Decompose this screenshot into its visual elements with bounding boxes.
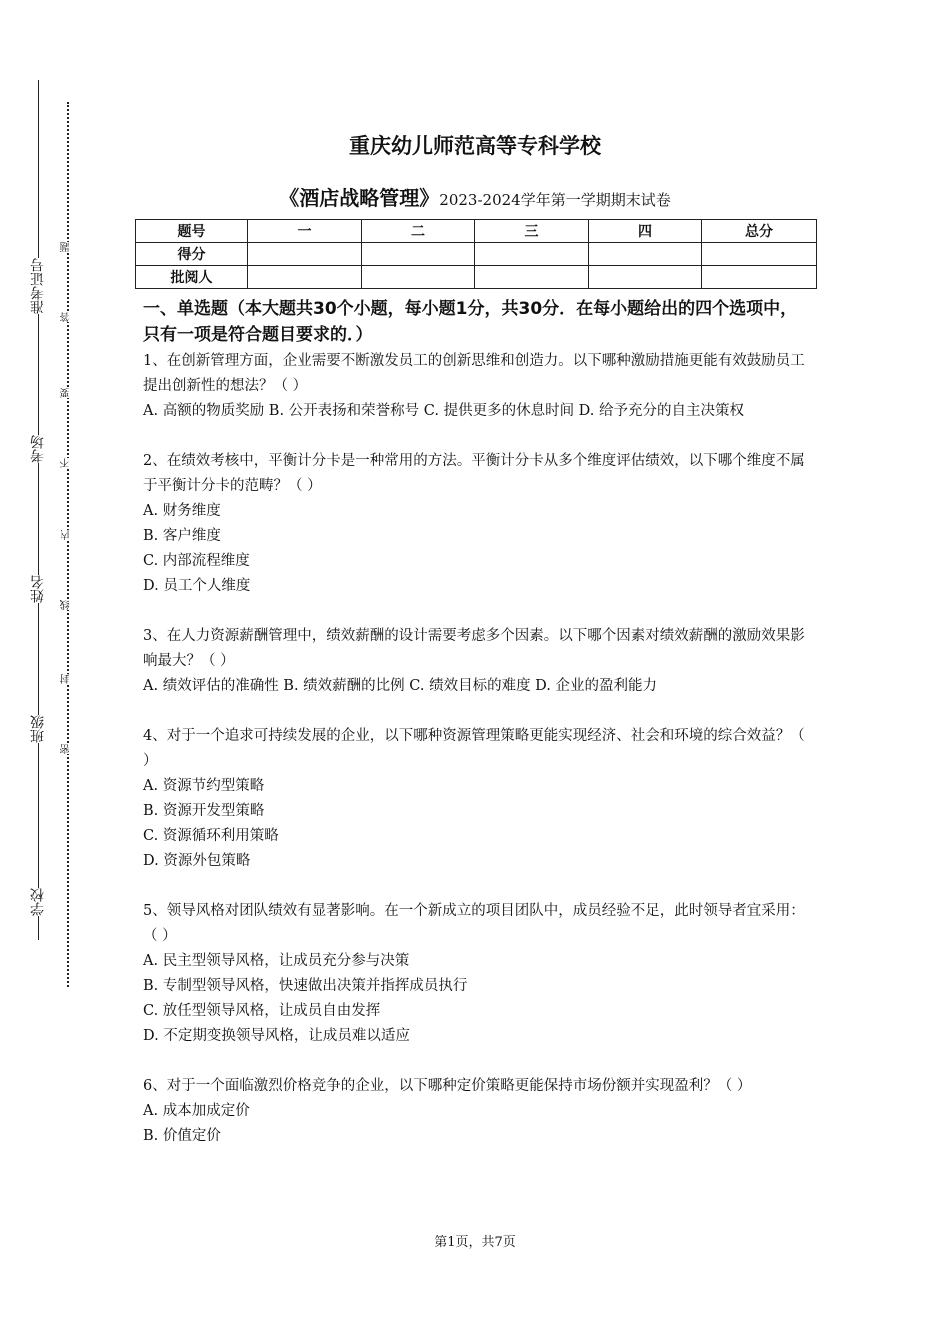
reviewer-input-cell[interactable] (475, 266, 589, 289)
seal-char: 内 (61, 530, 75, 540)
score-table-score-row (136, 243, 817, 266)
question-2 (143, 449, 811, 599)
question-options: A. 高额的物质奖励 B. 公开表扬和荣誉称号 C. 提供更多的休息时间 D. 给予充分的自主决策权 (143, 403, 745, 419)
score-input-cell[interactable] (475, 243, 589, 266)
exam-subtitle (0, 182, 950, 211)
exam-term: 2023-2024学年第一学期期末试卷 (439, 191, 671, 209)
question-4 (143, 724, 811, 874)
option-a: A. 财务维度 (143, 503, 221, 519)
question-stem: 1、在创新管理方面，企业需要不断激发员工的创新思维和创造力。以下哪种激励措施更能有效鼓励员工提出创新性的想法？（ ） (143, 353, 805, 394)
binding-dotted-line (67, 102, 69, 987)
section-heading: 一、单选题（本大题共30个小题，每小题1分，共30分．在每小题给出的四个选项中，只有一项是符合题目要求的．） (143, 299, 798, 345)
seal-char: 线 (61, 600, 75, 610)
question-options: A. 绩效评估的准确性 B. 绩效薪酬的比例 C. 绩效目标的难度 D. 企业的盈利能力 (143, 678, 658, 694)
option-b: B. 专制型领导风格，快速做出决策并指挥成员执行 (143, 978, 468, 994)
question-3 (143, 624, 811, 699)
question-stem: 3、在人力资源薪酬管理中，绩效薪酬的设计需要考虑多个因素。以下哪个因素对绩效薪酬的激励效果影响最大？（ ） (143, 628, 805, 669)
score-table-cell: 二 (362, 220, 475, 243)
score-table-cell: 得分 (136, 243, 248, 266)
option-b: B. 资源开发型策略 (143, 803, 265, 819)
option-c: C. 内部流程维度 (143, 553, 250, 569)
page-number: 第1页，共7页 (434, 1235, 516, 1250)
reviewer-input-cell[interactable] (248, 266, 362, 289)
reviewer-input-cell[interactable] (702, 266, 817, 289)
option-b: B. 客户维度 (143, 528, 221, 544)
seal-char: 题 (61, 242, 75, 252)
question-1 (143, 349, 811, 424)
seal-char: 要 (61, 388, 75, 398)
binding-label-exam-id: 准考证号 (30, 258, 46, 314)
question-stem: 6、对于一个面临激烈价格竞争的企业，以下哪种定价策略更能保持市场份额并实现盈利？（ ） (143, 1078, 752, 1094)
option-d: D. 员工个人维度 (143, 578, 251, 594)
school-title: 重庆幼儿师范高等专科学校 (349, 134, 601, 158)
score-table-cell: 批阅人 (136, 266, 248, 289)
option-c: C. 资源循环利用策略 (143, 828, 279, 844)
exam-content (143, 296, 811, 1174)
question-5 (143, 899, 811, 1049)
score-table-cell: 三 (475, 220, 589, 243)
score-input-cell[interactable] (248, 243, 362, 266)
score-table-cell: 一 (248, 220, 362, 243)
seal-char: 不 (61, 458, 75, 468)
binding-label-exam-room: 考场 (30, 435, 46, 463)
binding-label-class: 班级 (30, 715, 46, 743)
question-stem: 5、领导风格对团队绩效有显著影响。在一个新成立的项目团队中，成员经验不足，此时领导者宜采用：（ ） (143, 903, 805, 944)
option-a: A. 资源节约型策略 (143, 778, 265, 794)
score-table-cell: 总分 (702, 220, 817, 243)
option-d: D. 资源外包策略 (143, 853, 251, 869)
reviewer-input-cell[interactable] (589, 266, 702, 289)
score-table-reviewer-row (136, 266, 817, 289)
option-d: D. 不定期变换领导风格，让成员难以适应 (143, 1028, 410, 1044)
score-table-header-row (136, 220, 817, 243)
question-stem: 2、在绩效考核中，平衡计分卡是一种常用的方法。平衡计分卡从多个维度评估绩效，以下哪个维度不属于平衡计分卡的范畴？（ ） (143, 453, 805, 494)
option-b: B. 价值定价 (143, 1128, 221, 1144)
option-a: A. 成本加成定价 (143, 1103, 250, 1119)
question-stem: 4、对于一个追求可持续发展的企业，以下哪种资源管理策略更能实现经济、社会和环境的综合效益？（ ） (143, 728, 805, 769)
seal-char: 答 (61, 312, 75, 322)
score-input-cell[interactable] (702, 243, 817, 266)
score-input-cell[interactable] (589, 243, 702, 266)
seal-char: 密 (61, 744, 75, 754)
binding-label-school: 学校 (30, 888, 46, 916)
seal-char: 封 (61, 674, 75, 684)
reviewer-input-cell[interactable] (362, 266, 475, 289)
score-table-cell: 四 (589, 220, 702, 243)
option-a: A. 民主型领导风格，让成员充分参与决策 (143, 953, 410, 969)
score-table-cell: 题号 (136, 220, 248, 243)
score-table (135, 219, 817, 289)
question-6 (143, 1074, 811, 1149)
binding-label-name: 姓名 (30, 575, 46, 603)
option-c: C. 放任型领导风格，让成员自由发挥 (143, 1003, 381, 1019)
score-input-cell[interactable] (362, 243, 475, 266)
course-name: 《酒店战略管理》 (279, 186, 440, 210)
